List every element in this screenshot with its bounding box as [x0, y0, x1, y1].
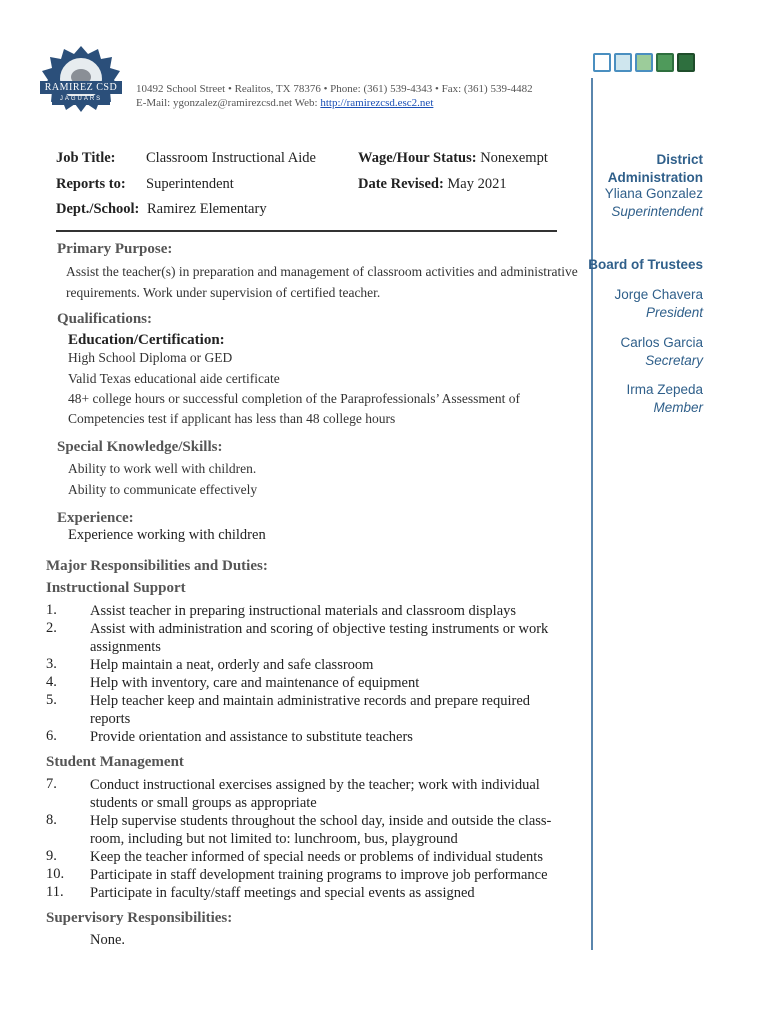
education-heading: Education/Certification: [68, 332, 225, 348]
dept-label: Dept./School: [56, 201, 140, 217]
duty-text-3: Help maintain a neat, orderly and safe classroom [90, 657, 374, 673]
contact-line [136, 97, 433, 109]
duties-heading: Major Responsibilities and Duties: [46, 558, 268, 574]
board-member-2-role: Secretary [645, 353, 703, 368]
board-member-1-role: President [645, 305, 703, 320]
website-link[interactable]: http://ramirezcsd.esc2.net [320, 97, 434, 109]
board-member-3-name: Irma Zepeda [626, 382, 703, 397]
wage-status-field [358, 150, 548, 167]
duty-text-7: Conduct instructional exercises assigned by the teacher; work with individual students or small groups as appropriate [90, 777, 540, 811]
primary-purpose-heading: Primary Purpose: [57, 241, 173, 257]
purpose-line-2: requirements. Work under supervision of certified teacher. [66, 285, 381, 300]
square-4-icon [656, 53, 674, 72]
logo-emblem-icon [38, 44, 124, 114]
skills-heading: Special Knowledge/Skills: [57, 439, 223, 455]
edu-item-3: 48+ college hours or successful completion of the Paraprofessionals’ Assessment of [68, 391, 521, 406]
duty-num-8: 8. [46, 812, 57, 828]
experience-heading: Experience: [57, 510, 134, 526]
sidebar-admin-heading: District Administration [607, 152, 703, 185]
board-member-1-name: Jorge Chavera [614, 287, 703, 302]
duty-num-1: 1. [46, 602, 57, 618]
sidebar-board-heading: Board of Trustees [588, 257, 703, 272]
duty-text-9: Keep the teacher informed of special needs or problems of individual students [90, 849, 543, 865]
duty-text-1: Assist teacher in preparing instructional materials and classroom displays [90, 603, 517, 619]
square-2-icon [614, 53, 632, 72]
wage-label: Wage/Hour Status: [358, 150, 477, 166]
board-member-2-name: Carlos Garcia [620, 335, 703, 350]
duty-num-9: 9. [46, 848, 57, 864]
square-5-icon [677, 53, 695, 72]
district-logo [38, 44, 124, 114]
skill-item-2: Ability to communicate effectively [68, 482, 258, 497]
email-text: E-Mail: ygonzalez@ramirezcsd.net Web: [136, 97, 321, 109]
header-rule [56, 230, 557, 232]
student-management-heading: Student Management [46, 754, 184, 770]
wage-value: Nonexempt [480, 150, 548, 166]
duty-num-2: 2. [46, 620, 57, 636]
purpose-line-1: Assist the teacher(s) in preparation and management of classroom activities and administrative [66, 264, 578, 279]
duty-num-10: 10. [46, 866, 65, 882]
qualifications-heading: Qualifications: [57, 311, 153, 327]
skill-item-1: Ability to work well with children. [68, 461, 257, 476]
square-3-icon [635, 53, 653, 72]
duty-num-7: 7. [46, 776, 57, 792]
duty-text-2: Assist with administration and scoring of objective testing instruments or work assignments [90, 621, 549, 655]
logo-text-top: RAMIREZ CSD [44, 82, 118, 93]
address-line: 10492 School Street • Realitos, TX 78376 • Phone: (361) 539-4343 • Fax: (361) 539-4482 [136, 83, 533, 95]
duty-num-5: 5. [46, 692, 57, 708]
logo-text-bottom: JAGUARS [59, 96, 103, 102]
duty-num-6: 6. [46, 728, 57, 744]
board-member-3-role: Member [653, 400, 703, 415]
duty-text-11: Participate in faculty/staff meetings and special events as assigned [90, 885, 475, 901]
job-title-label: Job Title: [56, 150, 116, 166]
supervisory-value: None. [90, 932, 126, 948]
dept-value: Ramirez Elementary [147, 201, 267, 217]
reports-to-value: Superintendent [146, 176, 234, 192]
date-revised-value: May 2021 [447, 176, 507, 192]
date-revised-field [358, 176, 507, 193]
experience-value: Experience working with children [68, 527, 266, 543]
square-1-icon [593, 53, 611, 72]
reports-to-label: Reports to: [56, 176, 126, 192]
duty-text-4: Help with inventory, care and maintenance of equipment [90, 675, 420, 691]
duty-text-5: Help teacher keep and maintain administrative records and prepare required reports [90, 693, 531, 727]
date-revised-label: Date Revised: [358, 176, 444, 192]
vertical-divider [591, 78, 593, 950]
job-title-value: Classroom Instructional Aide [146, 150, 316, 166]
duty-num-11: 11. [46, 884, 64, 900]
sidebar-admin-name: Yliana Gonzalez [604, 186, 703, 201]
duty-text-8: Help supervise students throughout the school day, inside and outside the class-room, including but not limited to: lunchroom, bus, playground [90, 813, 552, 847]
edu-item-1: High School Diploma or GED [68, 350, 233, 365]
duty-text-6: Provide orientation and assistance to substitute teachers [90, 729, 413, 745]
sidebar-admin-role: Superintendent [611, 204, 703, 219]
duty-num-4: 4. [46, 674, 57, 690]
duty-text-10: Participate in staff development training programs to improve job performance [90, 867, 548, 883]
instructional-support-heading: Instructional Support [46, 580, 186, 596]
supervisory-heading: Supervisory Responsibilities: [46, 910, 233, 926]
duty-num-3: 3. [46, 656, 57, 672]
edu-item-2: Valid Texas educational aide certificate [68, 371, 280, 386]
edu-item-4: Competencies test if applicant has less than 48 college hours [68, 411, 396, 426]
